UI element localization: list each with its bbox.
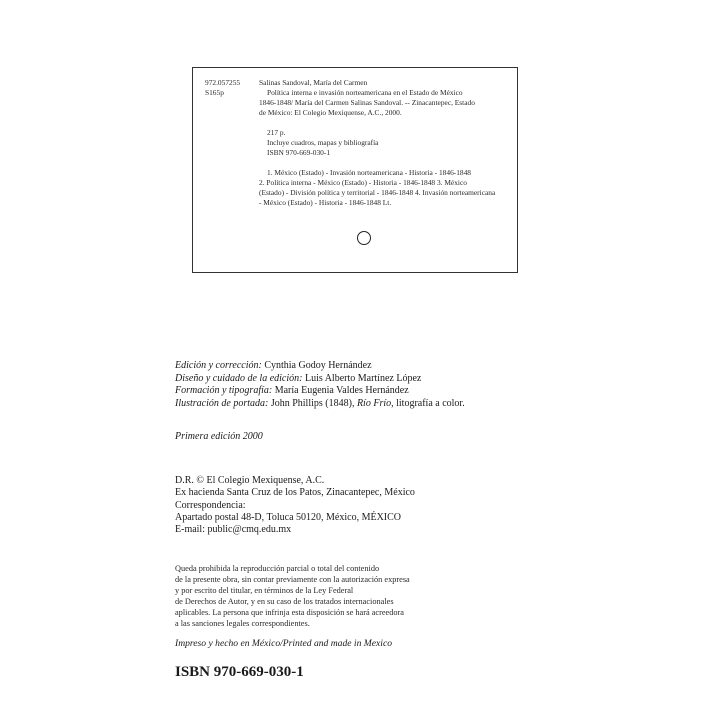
rights-line: a las sanciones legales correspondientes.: [175, 619, 310, 628]
isbn-number: ISBN 970-669-030-1: [175, 664, 304, 680]
call-number: [205, 78, 240, 98]
credit-label: Edición y corrección:: [175, 360, 262, 371]
main-entry: Salinas Sandoval, María del Carmen: [259, 78, 368, 87]
rights-line: de la presente obra, sin contar previamente con la autorización expresa: [175, 575, 410, 584]
subject-line: - México (Estado) - Historia - 1846-1848 Lt.: [259, 198, 392, 207]
credit-row: [175, 360, 465, 373]
address-line: Ex hacienda Santa Cruz de los Patos, Zinacantepec, México: [175, 487, 415, 499]
description-line: Incluye cuadros, mapas y bibliografía: [267, 138, 379, 147]
credit-value: María Eugenia Valdes Hernández: [274, 385, 409, 396]
subject-line: 2. Política interna - México (Estado) - Historia - 1846-1848 3. México: [259, 178, 467, 187]
call-number-line: S165p: [205, 88, 224, 97]
address-line: Apartado postal 48-D, Toluca 50120, México, MÉXICO: [175, 511, 402, 523]
subject-line: 1. México (Estado) - Invasión norteamericana - Historia - 1846-1848: [267, 168, 472, 177]
rights-line: de Derechos de Autor, y en su caso de los tratados internacionales: [175, 597, 394, 606]
rights-line: aplicables. La persona que infrinja esta disposición se hará acreedora: [175, 608, 404, 617]
credit-label: Formación y tipografía:: [175, 385, 273, 396]
credit-value: Cynthia Godoy Hernández: [264, 360, 372, 371]
credit-value-title: Río Frío,: [356, 397, 394, 409]
title-line: 1846-1848/ María del Carmen Salinas Sandoval. -- Zinacantepec, Estado: [259, 98, 475, 107]
credit-row: [175, 373, 465, 386]
title-line: Política interna e invasión norteamericana en el Estado de México: [267, 88, 463, 97]
publisher-address: [175, 475, 415, 536]
catalog-card-body: [259, 78, 511, 208]
title-line: de México: El Colegio Mexiquense, A.C., 2000.: [259, 108, 402, 117]
rights-line: Queda prohibida la reproducción parcial o total del contenido: [175, 564, 380, 573]
email-line: E-mail: public@cmq.edu.mx: [175, 524, 292, 536]
rights-line: y por escrito del titular, en términos de la Ley Federal: [175, 586, 354, 595]
description-line: 217 p.: [267, 128, 286, 137]
credits: [175, 360, 465, 410]
printed-in-note: Impreso y hecho en México/Printed and made in Mexico: [175, 638, 393, 649]
edition-note: Primera edición 2000: [175, 431, 263, 442]
description-line: ISBN 970-669-030-1: [267, 148, 331, 157]
credit-label: Ilustración de portada:: [175, 397, 269, 409]
credit-row: [175, 398, 465, 411]
address-line: Correspondencia:: [175, 499, 246, 511]
rights-notice: [175, 563, 410, 629]
card-hole-circle-icon: [357, 231, 371, 245]
credit-value-tail: litografía a color.: [396, 397, 465, 409]
credit-value: Luis Alberto Martínez López: [304, 372, 422, 384]
credit-label: Diseño y cuidado de la edición:: [175, 372, 303, 384]
catalog-card: [192, 67, 518, 273]
credit-value: John Phillips (1848),: [270, 397, 355, 409]
subject-line: (Estado) - División política y territorial - 1846-1848 4. Invasión norteamericana: [259, 188, 496, 197]
call-number-line: 972.057255: [205, 78, 241, 87]
credit-row: [175, 385, 465, 398]
address-line: D.R. © El Colegio Mexiquense, A.C.: [175, 475, 325, 486]
